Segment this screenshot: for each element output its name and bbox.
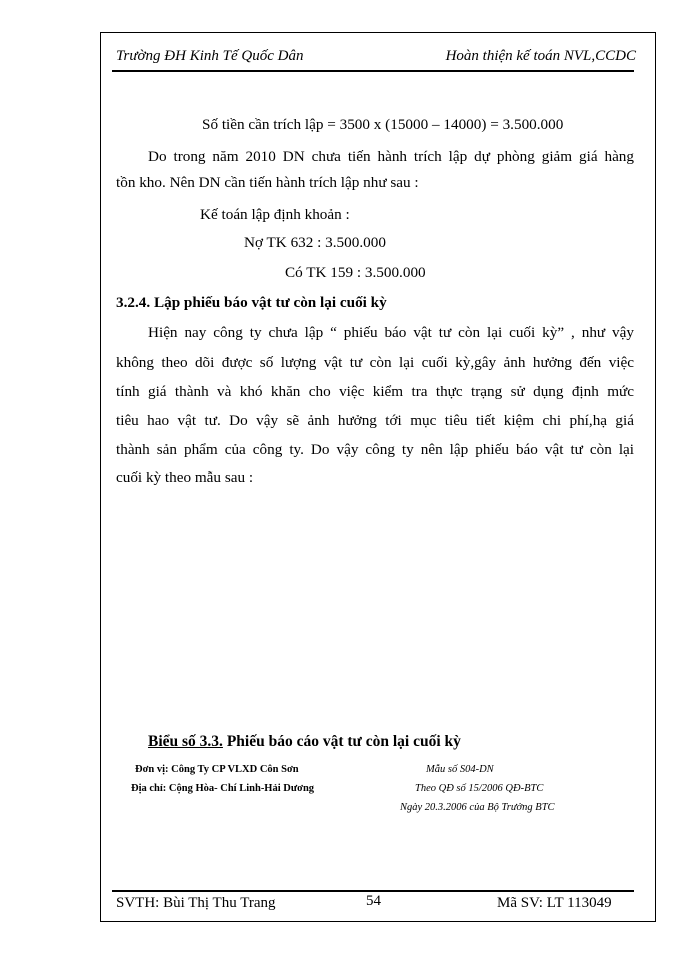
form-decision: Theo QĐ số 15/2006 QĐ-BTC <box>415 783 544 794</box>
debit-entry: Nợ TK 632 : 3.500.000 <box>244 234 386 251</box>
form-unit: Đơn vị: Công Ty CP VLXD Côn Sơn <box>135 764 299 775</box>
footer-student-id: Mã SV: LT 113049 <box>497 895 612 911</box>
para2-line-1: Hiện nay công ty chưa lập “ phiếu báo vật tư còn lại cuối kỳ” , như vậy <box>148 324 634 341</box>
footer-author: SVTH: Bùi Thị Thu Trang <box>116 895 276 911</box>
para2-line-6: cuối kỳ theo mẫu sau : <box>116 469 254 486</box>
formula-line: Số tiền cần trích lập = 3500 x (15000 – 14000) = 3.500.000 <box>202 116 564 133</box>
form-caption-prefix: Biểu số 3.3. <box>148 733 223 750</box>
entry-label: Kế toán lập định khoản : <box>200 206 350 223</box>
form-address: Địa chỉ: Cộng Hòa- Chí Linh-Hải Dương <box>131 783 315 794</box>
header-school: Trường ĐH Kinh Tế Quốc Dân <box>116 48 304 64</box>
para2-line-2: không theo dõi được số lượng vật tư còn lại cuối kỳ,gây ảnh hưởng đến việc <box>116 354 634 371</box>
para2-line-5: thành sản phẩm của công ty. Do vậy công ty nên lập phiếu báo vật tư còn lại <box>116 441 634 458</box>
para1-line1: Do trong năm 2010 DN chưa tiến hành trích lập dự phòng giảm giá hàng <box>148 148 634 165</box>
para1-line2: tồn kho. Nên DN cần tiến hành trích lập như sau : <box>116 174 419 191</box>
form-date: Ngày 20.3.2006 của Bộ Trưởng BTC <box>400 802 555 813</box>
form-number: Mẫu số S04-DN <box>426 764 494 775</box>
header-rule <box>112 70 634 72</box>
form-caption-title: Phiếu báo cáo vật tư còn lại cuối kỳ <box>222 733 461 750</box>
page-header <box>116 46 636 68</box>
para2-line-4: tiêu hao vật tư. Do vậy sẽ ảnh hưởng tới mục tiêu tiết kiệm chi phí,hạ giá <box>116 412 634 429</box>
footer-page-number: 54 <box>366 893 381 909</box>
section-heading: 3.2.4. Lập phiếu báo vật tư còn lại cuối kỳ <box>116 294 387 311</box>
header-topic: Hoàn thiện kế toán NVL,CCDC <box>445 48 636 64</box>
footer-rule <box>112 890 634 892</box>
form-caption <box>148 733 461 751</box>
credit-entry: Có TK 159 : 3.500.000 <box>285 264 426 281</box>
para2-line-3: tính giá thành và khó khăn cho việc kiểm tra thực trạng sử dụng định mức <box>116 383 634 400</box>
